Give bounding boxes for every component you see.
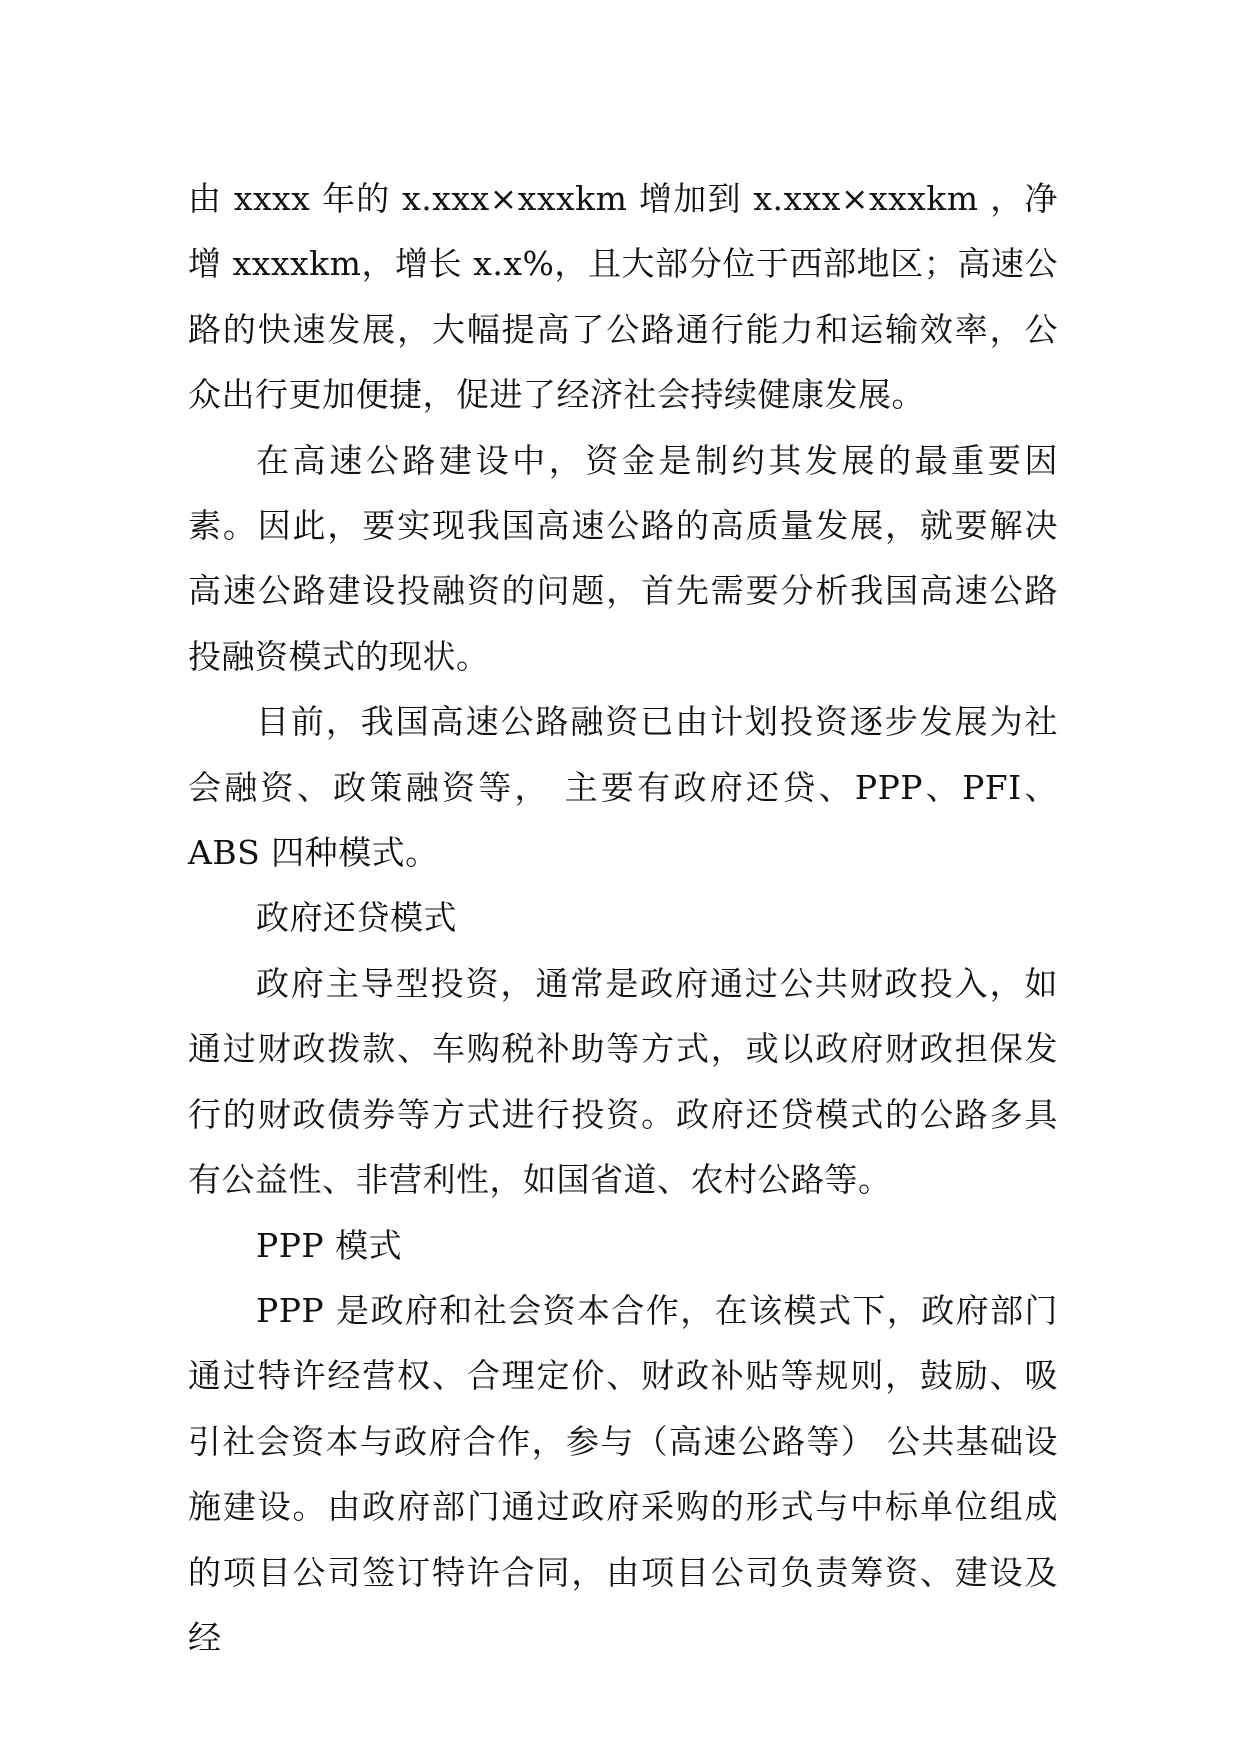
section-heading-government-loan: 政府还贷模式 [256, 898, 457, 938]
document-body [188, 166, 1058, 1670]
paragraph-continuation: 由 xxxx 年的 x.xxx×xxxkm 增加到 x.xxx×xxxkm ，净增 xxxxkm，增长 x.x%，且大部分位于西部地区；高速公路的快速发展，大幅提高了公路通行能力和运输效率，公众出行更加便捷，促进了经济社会持续健康发展。 [188, 179, 1058, 415]
paragraph-financing-modes: 目前，我国高速公路融资已由计划投资逐步发展为社会融资、政策融资等， 主要有政府还贷、PPP、PFI、ABS 四种模式。 [188, 702, 1058, 873]
paragraph-funding-constraint: 在高速公路建设中，资金是制约其发展的最重要因素。因此，要实现我国高速公路的高质量发展，就要解决高速公路建设投融资的问题，首先需要分析我国高速公路投融资模式的现状。 [188, 440, 1058, 676]
section-heading-ppp: PPP 模式 [256, 1225, 403, 1265]
paragraph-government-loan: 政府主导型投资，通常是政府通过公共财政投入，如通过财政拨款、车购税补助等方式，或以政府财政担保发行的财政债券等方式进行投资。政府还贷模式的公路多具有公益性、非营利性，如国省道、农村公路等。 [188, 963, 1058, 1200]
paragraph-ppp: PPP 是政府和社会资本合作，在该模式下，政府部门通过特许经营权、合理定价、财政补贴等规则，鼓励、吸引社会资本与政府合作，参与（高速公路等） 公共基础设施建设。由政府部门通过政府采购的形式与中标单位组成的项目公司签订特许合同，由项目公司负责筹资、建设及经 [188, 1290, 1058, 1657]
